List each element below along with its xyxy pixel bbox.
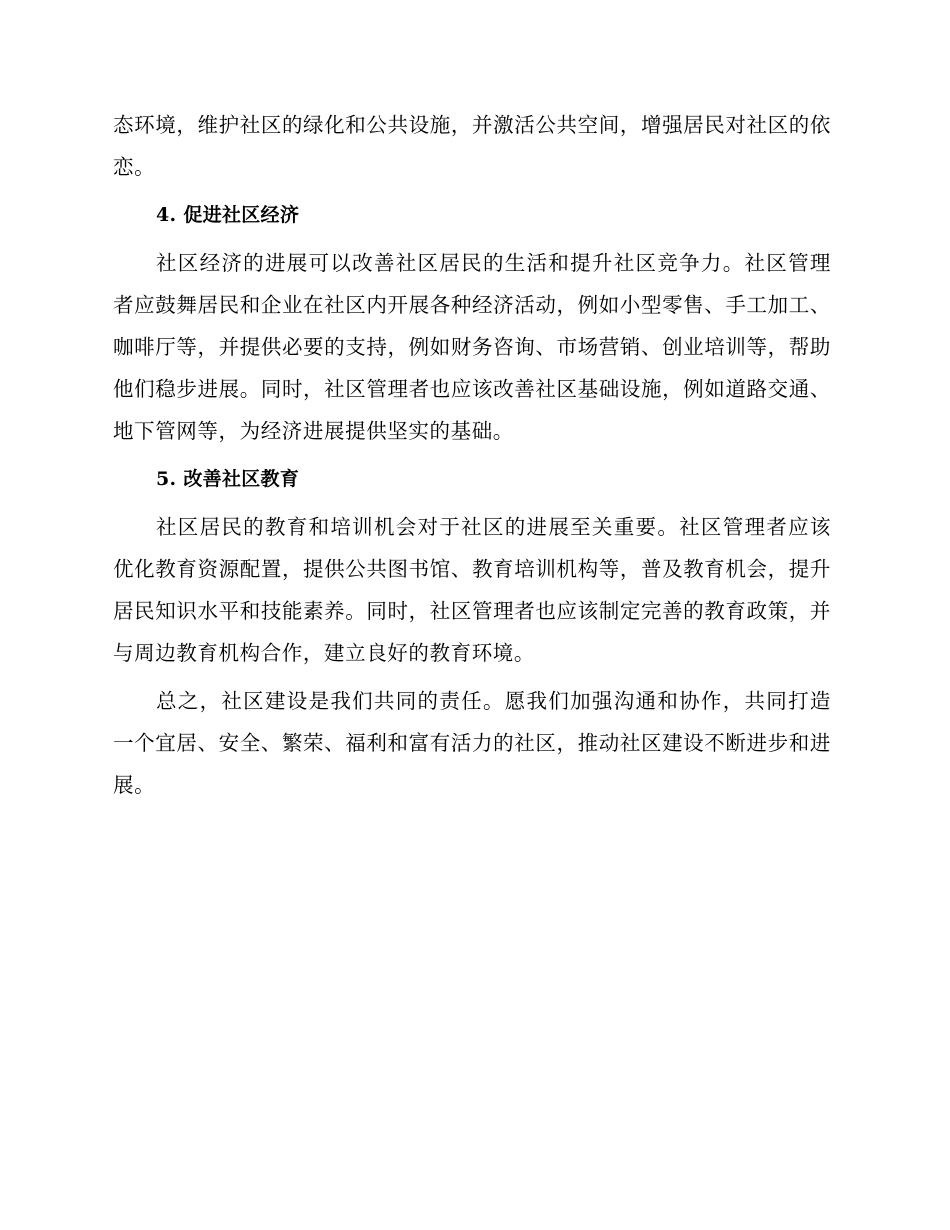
document-body bbox=[113, 104, 831, 812]
paragraph-economy: 社区经济的进展可以改善社区居民的生活和提升社区竞争力。社区管理者应鼓舞居民和企业在社区内开展各种经济活动，例如小型零售、手工加工、咖啡厅等，并提供必要的支持，例如财务咨询、市场营销、创业培训等，帮助他们稳步进展。同时，社区管理者也应该改善社区基础设施，例如道路交通、地下管网等，为经济进展提供坚实的基础。 bbox=[113, 251, 831, 443]
section-heading-economy: 4. 促进社区经济 bbox=[156, 204, 300, 226]
paragraph-education: 社区居民的教育和培训机会对于社区的进展至关重要。社区管理者应该优化教育资源配置，提供公共图书馆、教育培训机构等，普及教育机会，提升居民知识水平和技能素养。同时，社区管理者也应该制定完善的教育政策，并与周边教育机构合作，建立良好的教育环境。 bbox=[113, 515, 831, 665]
paragraph-conclusion: 总之，社区建设是我们共同的责任。愿我们加强沟通和协作，共同打造一个宜居、安全、繁荣、福利和富有活力的社区，推动社区建设不断进步和进展。 bbox=[113, 689, 831, 797]
section-heading-education: 5. 改善社区教育 bbox=[156, 468, 300, 490]
paragraph-continuation: 态环境，维护社区的绿化和公共设施，并激活公共空间，增强居民对社区的依恋。 bbox=[113, 113, 831, 179]
